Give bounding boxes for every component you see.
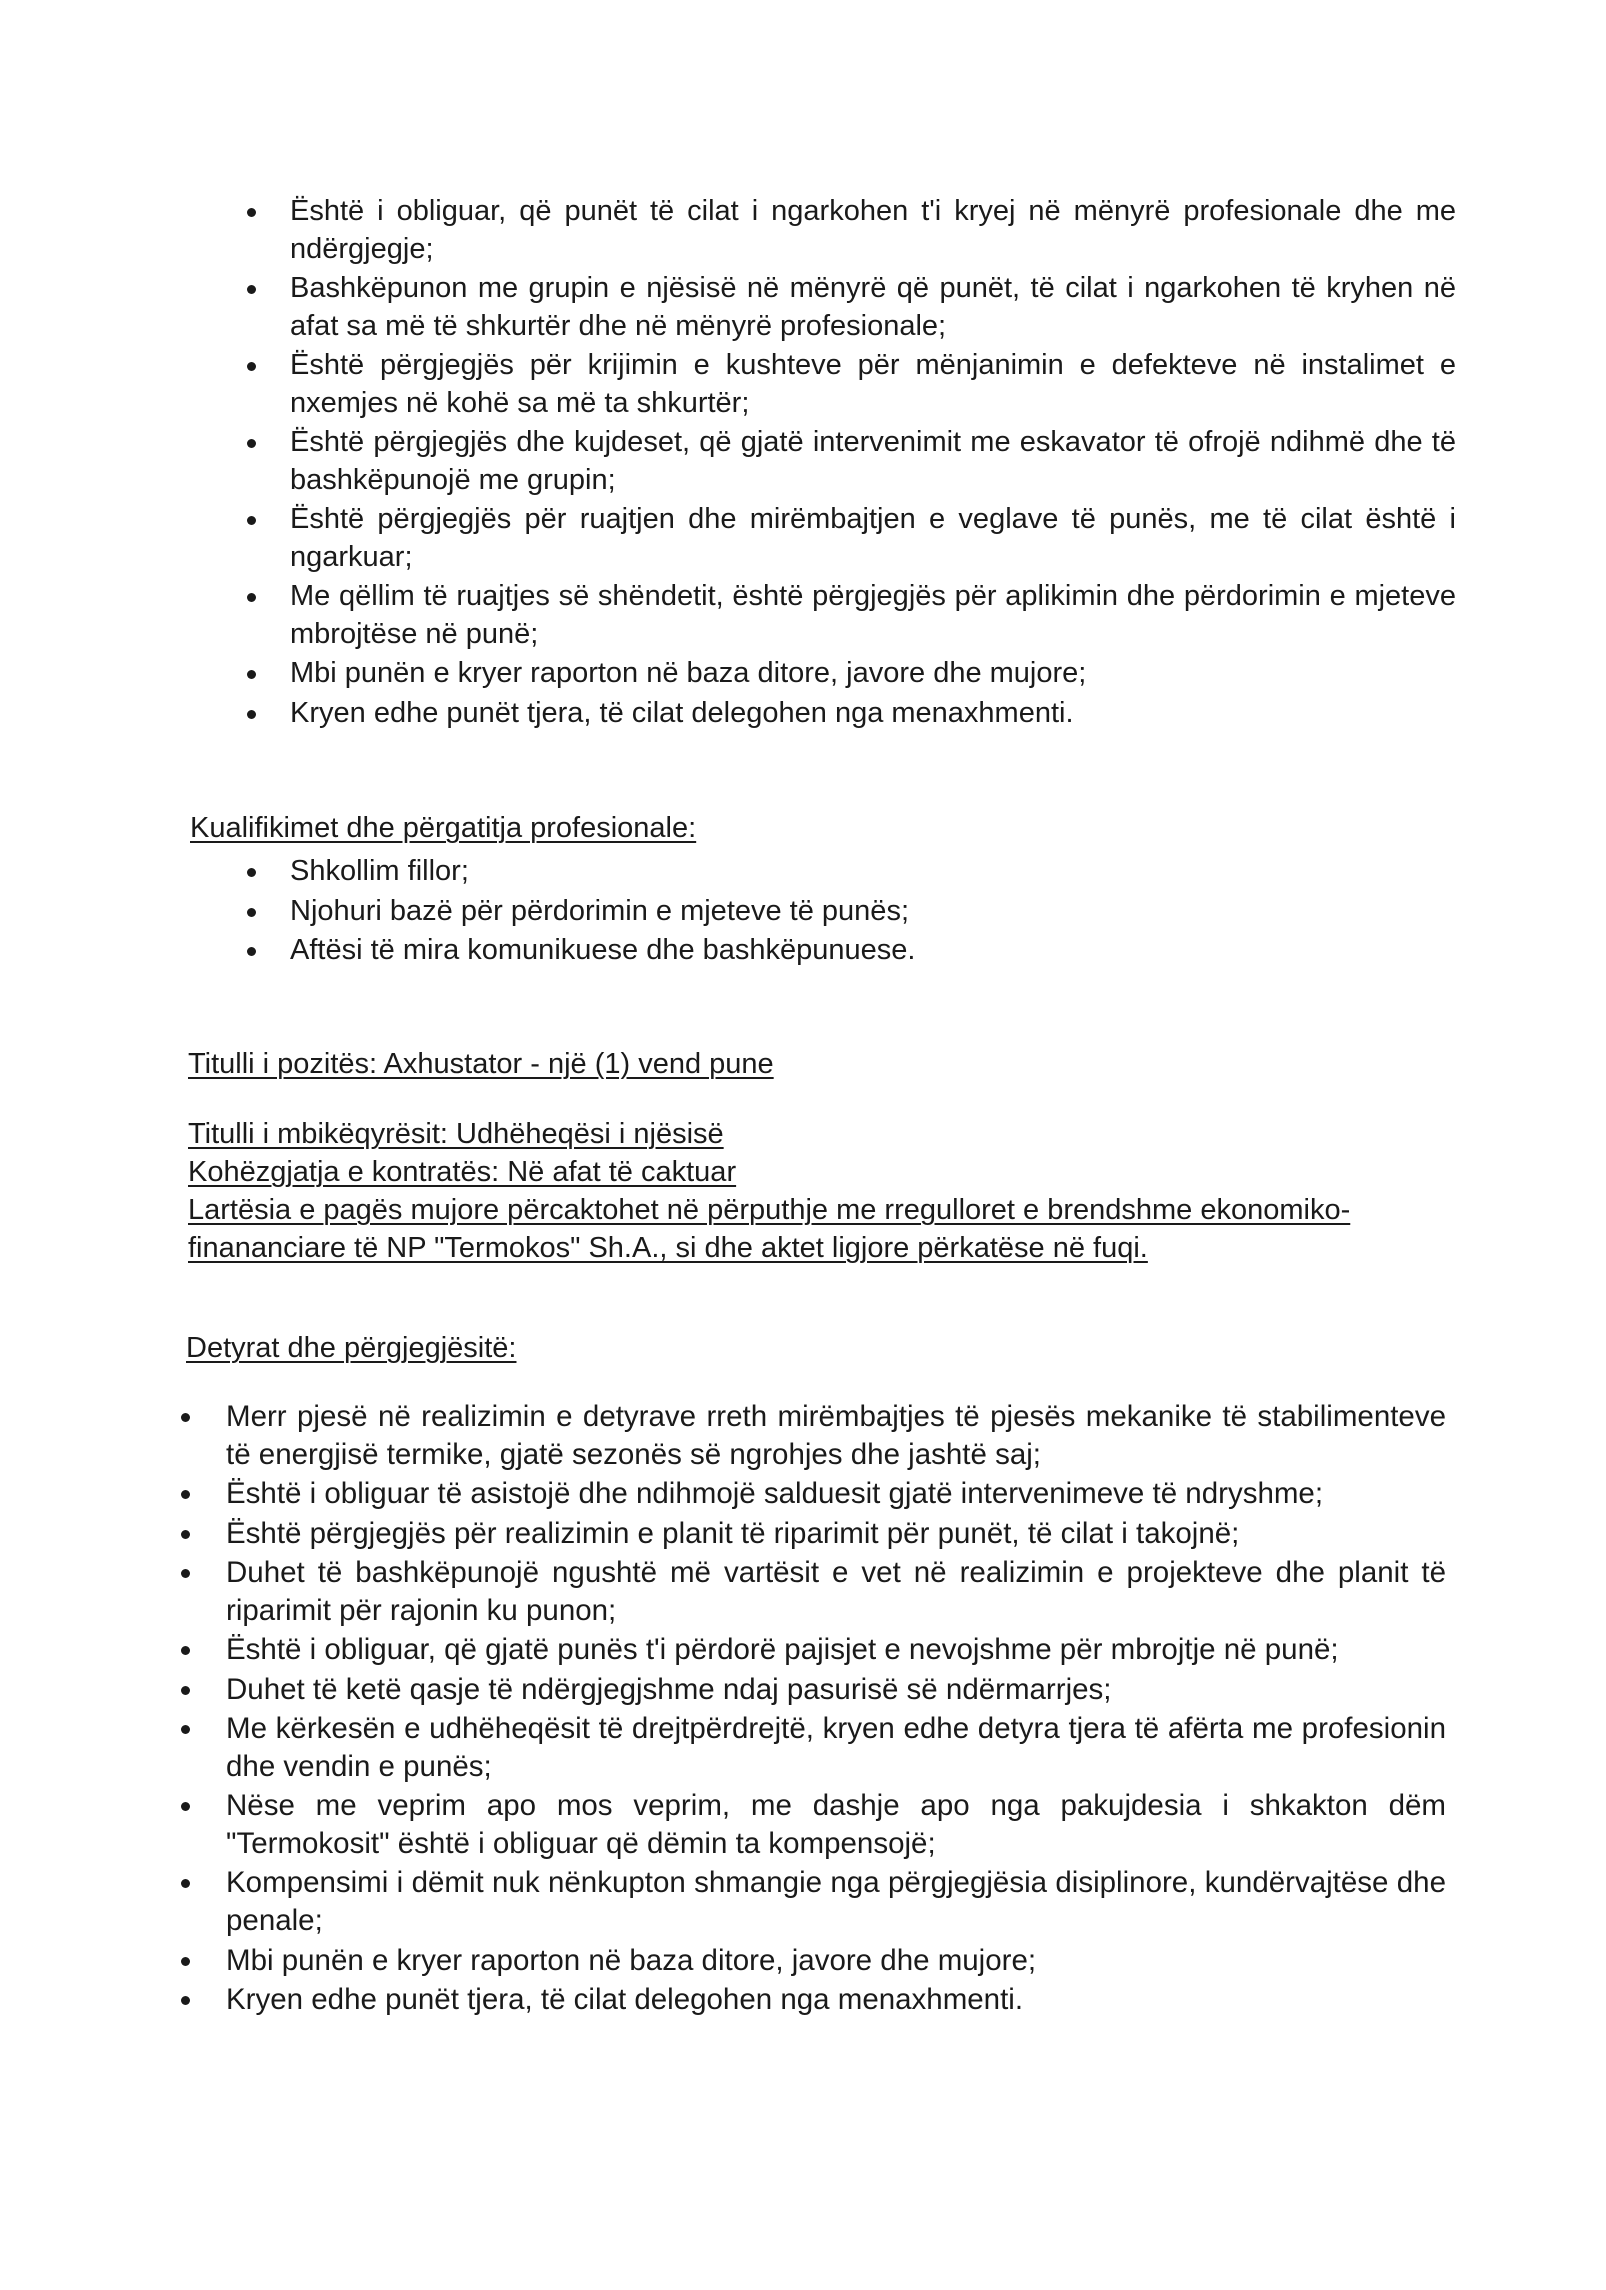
list-item: Është i obliguar, që gjatë punës t'i përdorë pajisjet e nevojshme për mbrojtje në punë; — [226, 1631, 1446, 1669]
list-item: Bashkëpunon me grupin e njësisë në mënyrë që punët, të cilat i ngarkohen të kryhen në afat sa më të shkurtër dhe në mënyrë profesionale; — [290, 270, 1456, 345]
list-item: Mbi punën e kryer raporton në baza ditore, javore dhe mujore; — [290, 655, 1456, 693]
responsibilities-list — [290, 193, 1456, 734]
duties-heading: Detyrat dhe përgjegjësitë: — [186, 1332, 517, 1364]
list-item: Shkollim fillor; — [290, 853, 1190, 891]
list-item: Kompensimi i dëmit nuk nënkupton shmangie nga përgjegjësia disiplinore, kundërvajtëse dhe penale; — [226, 1864, 1446, 1940]
salary-line-2: finananciare të NP "Termokos" Sh.A., si dhe aktet ligjore përkatëse në fuqi. — [188, 1232, 1148, 1264]
position-info — [188, 1115, 1428, 1267]
list-item: Është përgjegjës për krijimin e kushteve për mënjanimin e defekteve në instalimet e nxemjes në kohë sa më ta shkurtër; — [290, 347, 1456, 422]
list-item: Merr pjesë në realizimin e detyrave rreth mirëmbajtjes të pjesës mekanike të stabilimenteve të energjisë termike, gjatë sezonës së ngrohjes dhe jashtë saj; — [226, 1398, 1446, 1474]
list-item: Njohuri bazë për përdorimin e mjeteve të punës; — [290, 893, 1190, 931]
list-item: Është i obliguar të asistojë dhe ndihmojë salduesit gjatë intervenimeve të ndryshme; — [226, 1475, 1446, 1513]
list-item: Është përgjegjës për ruajtjen dhe mirëmbajtjen e veglave të punës, me të cilat është i ngarkuar; — [290, 501, 1456, 576]
supervisor-line: Titulli i mbikëqyrësit: Udhëheqësi i njësisë — [188, 1118, 724, 1150]
qualifications-list — [290, 853, 1190, 972]
list-item: Me kërkesën e udhëheqësit të drejtpërdrejtë, kryen edhe detyra tjera të afërta me profesionin dhe vendin e punës; — [226, 1710, 1446, 1786]
position-title: Titulli i pozitës: Axhustator - një (1) vend pune — [188, 1048, 774, 1080]
list-item: Mbi punën e kryer raporton në baza ditore, javore dhe mujore; — [226, 1942, 1446, 1980]
list-item: Me qëllim të ruajtjes së shëndetit, është përgjegjës për aplikimin dhe përdorimin e mjeteve mbrojtëse në punë; — [290, 578, 1456, 653]
list-item: Është përgjegjës për realizimin e planit të riparimit për punët, të cilat i takojnë; — [226, 1515, 1446, 1553]
duties-list — [226, 1398, 1446, 2020]
list-item: Kryen edhe punët tjera, të cilat delegohen nga menaxhmenti. — [290, 695, 1456, 733]
contract-duration-line: Kohëzgjatja e kontratës: Në afat të caktuar — [188, 1156, 737, 1188]
list-item: Duhet të ketë qasje të ndërgjegjshme ndaj pasurisë së ndërmarrjes; — [226, 1671, 1446, 1709]
list-item: Është i obliguar, që punët të cilat i ngarkohen t'i kryej në mënyrë profesionale dhe me ndërgjegje; — [290, 193, 1456, 268]
list-item: Duhet të bashkëpunojë ngushtë më vartësit e vet në realizimin e projekteve dhe planit të riparimit për rajonin ku punon; — [226, 1554, 1446, 1630]
list-item: Është përgjegjës dhe kujdeset, që gjatë intervenimit me eskavator të ofrojë ndihmë dhe të bashkëpunojë me grupin; — [290, 424, 1456, 499]
salary-line-1: Lartësia e pagës mujore përcaktohet në përputhje me rregulloret e brendshme ekonomiko- — [188, 1194, 1351, 1226]
list-item: Nëse me veprim apo mos veprim, me dashje apo nga pakujdesia i shkakton dëm "Termokosit" është i obliguar që dëmin ta kompensojë; — [226, 1787, 1446, 1863]
list-item: Aftësi të mira komunikuese dhe bashkëpunuese. — [290, 932, 1190, 970]
qualifications-heading: Kualifikimet dhe përgatitja profesionale: — [190, 812, 697, 844]
list-item: Kryen edhe punët tjera, të cilat delegohen nga menaxhmenti. — [226, 1981, 1446, 2019]
